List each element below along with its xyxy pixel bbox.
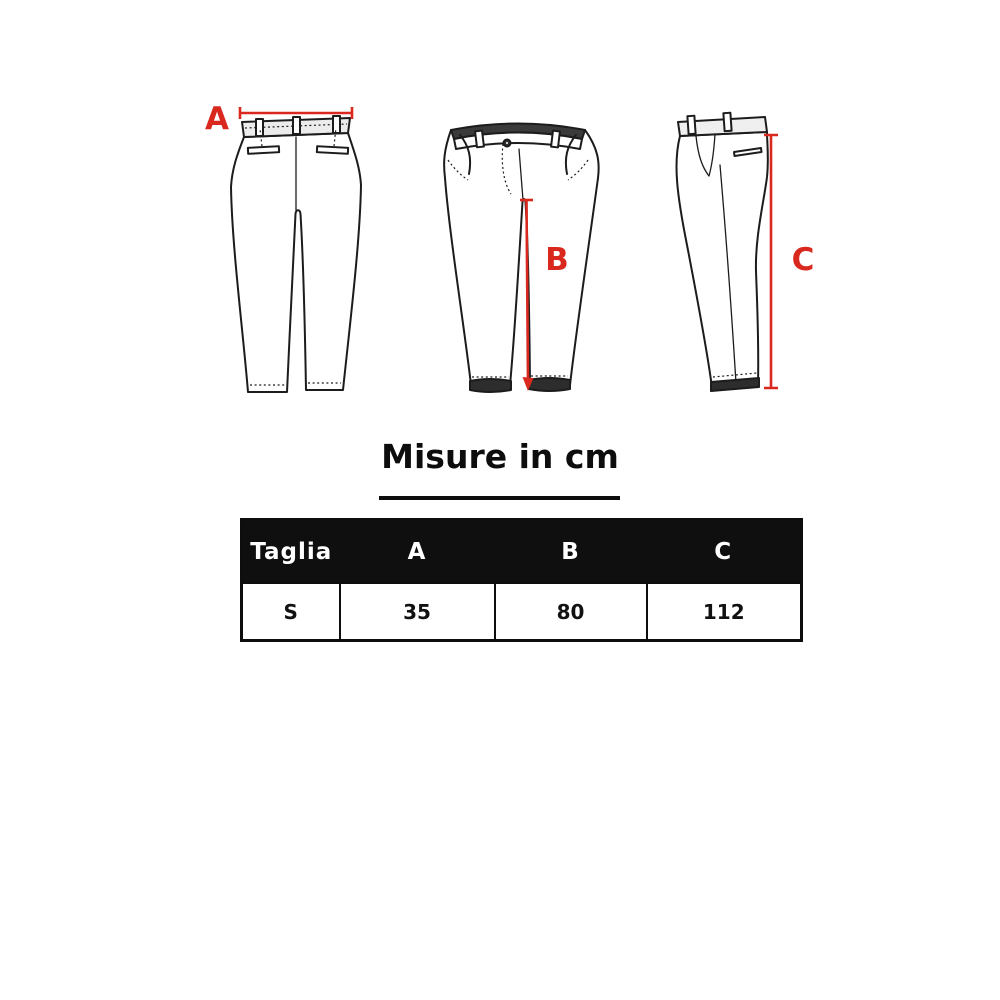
measure-label-c: C [791, 242, 815, 278]
title-underline [379, 496, 620, 500]
size-cell-c: 112 [647, 583, 802, 641]
size-cell-b: 80 [495, 583, 647, 641]
pants-front-body [444, 130, 599, 385]
measure-line-b [527, 200, 529, 382]
pants-back-view-diagram [200, 95, 400, 410]
size-table-header-a: A [340, 520, 495, 584]
back-pocket [248, 146, 279, 154]
pants-side-body [676, 132, 767, 388]
back-pocket [317, 146, 348, 154]
hem [529, 378, 570, 391]
hem [470, 379, 511, 392]
size-table-row [242, 583, 802, 641]
measure-label-a: A [205, 101, 229, 137]
belt-loop [723, 113, 731, 131]
belt-loop [333, 116, 340, 133]
pants-side-view-diagram [660, 105, 840, 405]
belt-loop [475, 131, 484, 148]
size-table-header-row [242, 520, 802, 584]
belt-loop [687, 116, 695, 134]
page-title: Misure in cm [381, 437, 619, 476]
size-cell-taglia: S [242, 583, 340, 641]
size-table-header-b: B [495, 520, 647, 584]
size-cell-a: 35 [340, 583, 495, 641]
pants-front-view-diagram [435, 100, 635, 405]
size-table [240, 518, 803, 642]
size-table-header-taglia: Taglia [242, 520, 340, 584]
belt-loop [256, 119, 263, 136]
size-table-header-c: C [647, 520, 802, 584]
button-detail [506, 142, 508, 144]
measure-label-b: B [545, 242, 569, 278]
belt-loop [293, 117, 300, 134]
belt-loop [551, 131, 560, 148]
